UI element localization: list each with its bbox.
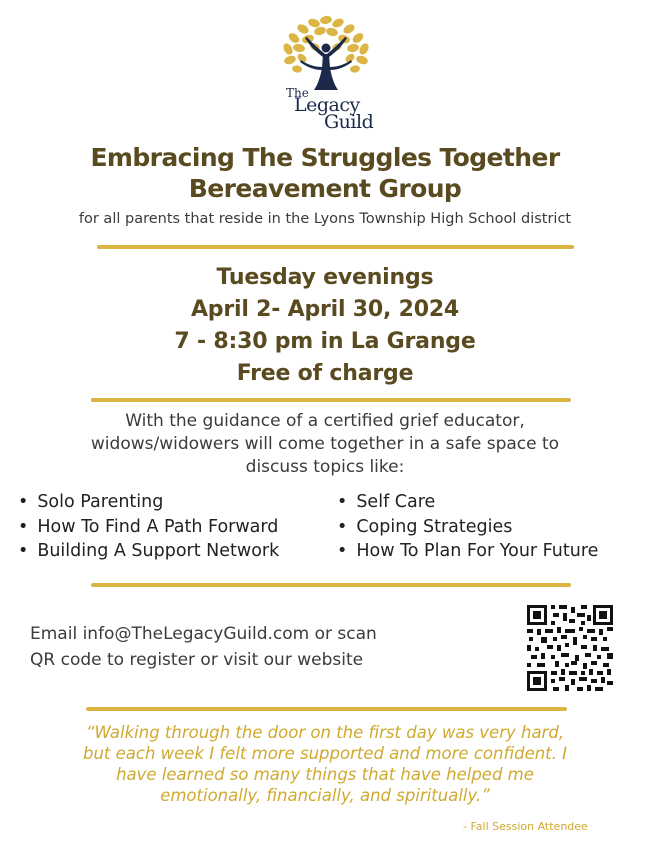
logo-text-the: The <box>286 86 309 100</box>
topics-list-right <box>337 490 598 564</box>
legacy-guild-logo <box>272 10 380 132</box>
testimonial-line4: emotionally, financially, and spiritually.” <box>160 786 490 805</box>
list-item: • Solo Parenting <box>18 490 279 515</box>
intro-line1: With the guidance of a certified grief educator, <box>125 411 525 431</box>
divider-3 <box>91 583 571 587</box>
subtitle: for all parents that reside in the Lyons Township High School district <box>78 211 572 227</box>
intro-line2: widows/widowers will come together in a safe space to <box>90 434 560 454</box>
topics-list-left <box>18 490 279 564</box>
list-item: • Coping Strategies <box>337 515 598 540</box>
logo-text-guild: Guild <box>324 111 374 133</box>
event-time-location: 7 - 8:30 pm in La Grange <box>174 329 476 354</box>
event-cost: Free of charge <box>236 361 414 386</box>
page-title-line2: Bereavement Group <box>188 174 462 203</box>
list-item: • Building A Support Network <box>18 539 279 564</box>
event-day: Tuesday evenings <box>216 265 434 290</box>
page-title-line1: Embracing The Struggles Together <box>90 143 560 172</box>
qr-code-icon <box>527 605 613 691</box>
event-dates: April 2- April 30, 2024 <box>190 297 460 322</box>
list-item: • Self Care <box>337 490 598 515</box>
list-item: • How To Find A Path Forward <box>18 515 279 540</box>
testimonial-line3: have learned so many things that have helped me <box>116 765 534 784</box>
contact-line1: Email info@TheLegacyGuild.com or scan <box>30 624 377 644</box>
testimonial-attribution: - Fall Session Attendee <box>463 820 588 833</box>
qr-code[interactable] <box>527 605 613 691</box>
contact-line2: QR code to register or visit our website <box>30 650 364 670</box>
testimonial-line2: but each week I felt more supported and more confident. I <box>82 744 568 763</box>
divider-4 <box>86 707 567 711</box>
logo-text-legacy: Legacy <box>294 94 360 116</box>
testimonial-line1: “Walking through the door on the first day was very hard, <box>85 723 565 742</box>
list-item: • How To Plan For Your Future <box>337 539 598 564</box>
intro-line3: discuss topics like: <box>245 457 405 477</box>
divider-1 <box>97 245 574 249</box>
divider-2 <box>91 398 571 402</box>
